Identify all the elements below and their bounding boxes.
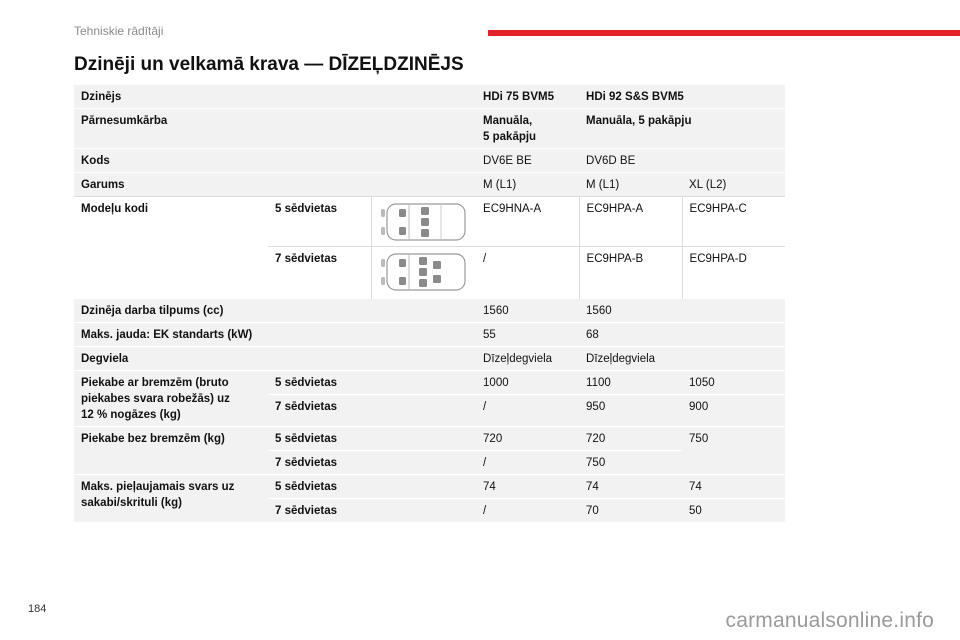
page-number: 184	[28, 603, 47, 615]
table-row	[74, 474, 785, 498]
towbar-5seat-v2: 74	[579, 474, 682, 498]
braked-5seat-label: 5 sēdvietas	[268, 370, 476, 394]
braked-5seat-v3: 1050	[682, 370, 785, 394]
unbraked-trailer-label: Piekabe bez bremzēm (kg)	[74, 426, 268, 474]
5-seat-van-icon	[371, 197, 476, 247]
table-row	[74, 197, 785, 247]
braked-7seat-v1: /	[476, 394, 579, 426]
fuel-v1: Dīzeļdegviela	[476, 346, 579, 370]
7-seat-van-icon	[371, 247, 476, 299]
model-5seat-label: 5 sēdvietas	[268, 197, 371, 247]
unbraked-5seat-v2: 720	[579, 426, 682, 450]
model-codes-label: Modeļu kodi	[74, 197, 268, 299]
gearbox-v1: Manuāla, 5 pakāpju	[476, 109, 579, 149]
engine-v1: HDi 75 BVM5	[483, 91, 554, 103]
gearbox-v2: Manuāla, 5 pakāpju	[579, 109, 785, 149]
model-7seat-label: 7 sēdvietas	[275, 253, 338, 265]
model-7seat-v2: EC9HPA-B	[579, 247, 682, 299]
model-7seat-v3: EC9HPA-D	[682, 247, 785, 299]
length-v2: M (L1)	[579, 173, 682, 197]
unbraked-5seat-v1: 720	[476, 426, 579, 450]
table-row	[74, 370, 785, 394]
towbar-5seat-v1: 74	[476, 474, 579, 498]
table-row	[74, 322, 785, 346]
section-header: Tehniskie rādītāji	[74, 24, 164, 38]
page-title: Dzinēji un velkamā krava — DĪZEĻDZINĒJS	[74, 54, 464, 75]
model-5seat-v2: EC9HPA-A	[579, 197, 682, 247]
towbar-load-label: Maks. pieļaujamais svars uz sakabi/skrituli (kg)	[74, 474, 268, 522]
length-label: Garums	[74, 173, 476, 197]
gearbox-label: Pārnesumkārba	[74, 109, 476, 149]
model-5seat-v1: EC9HNA-A	[476, 197, 579, 247]
towbar-7seat-v2: 70	[579, 498, 682, 522]
braked-7seat-v2: 950	[579, 394, 682, 426]
towbar-7seat-label: 7 sēdvietas	[268, 498, 476, 522]
braked-trailer-label: Piekabe ar bremzēm (bruto piekabes svara robežās) uz 12 % nogāzes (kg)	[74, 370, 268, 426]
unbraked-5seat-label: 5 sēdvietas	[268, 426, 476, 450]
table-row	[74, 346, 785, 370]
length-v3: XL (L2)	[682, 173, 785, 197]
power-v2: 68	[579, 322, 785, 346]
watermark: carmanualsonline.info	[725, 609, 934, 632]
braked-7seat-label: 7 sēdvietas	[268, 394, 476, 426]
towbar-5seat-label: 5 sēdvietas	[268, 474, 476, 498]
code-v1: DV6E BE	[476, 149, 579, 173]
displacement-label: Dzinēja darba tilpums (cc)	[81, 304, 224, 317]
length-v1: M (L1)	[476, 173, 579, 197]
model-7seat-v1: /	[483, 253, 487, 265]
code-label: Kods	[74, 149, 476, 173]
braked-5seat-v1: 1000	[476, 370, 579, 394]
towbar-7seat-v1: /	[476, 498, 579, 522]
model-5seat-v3: EC9HPA-C	[682, 197, 785, 247]
fuel-label: Degviela	[74, 346, 476, 370]
fuel-v2: Dīzeļdegviela	[579, 346, 785, 370]
table-row	[74, 426, 785, 450]
table-row	[74, 85, 785, 109]
displacement-v2: 1560	[586, 304, 612, 317]
towbar-7seat-v3: 50	[682, 498, 785, 522]
table-row	[74, 109, 785, 149]
unbraked-7seat-v1: /	[476, 450, 579, 474]
braked-7seat-v3: 900	[682, 394, 785, 426]
power-label: Maks. jauda: EK standarts (kW)	[74, 322, 476, 346]
header-accent-bar	[488, 30, 960, 36]
engine-label: Dzinējs	[81, 91, 122, 103]
table-row	[74, 173, 785, 197]
unbraked-v3: 750	[682, 426, 785, 474]
table-row	[74, 299, 785, 323]
engine-spec-table	[74, 85, 785, 522]
code-v2: DV6D BE	[579, 149, 785, 173]
displacement-v1: 1560	[483, 304, 509, 317]
braked-5seat-v2: 1100	[579, 370, 682, 394]
towbar-5seat-v3: 74	[682, 474, 785, 498]
unbraked-7seat-label: 7 sēdvietas	[268, 450, 476, 474]
power-v1: 55	[476, 322, 579, 346]
unbraked-7seat-v2: 750	[579, 450, 682, 474]
table-row	[74, 149, 785, 173]
engine-v2: HDi 92 S&S BVM5	[586, 91, 684, 103]
